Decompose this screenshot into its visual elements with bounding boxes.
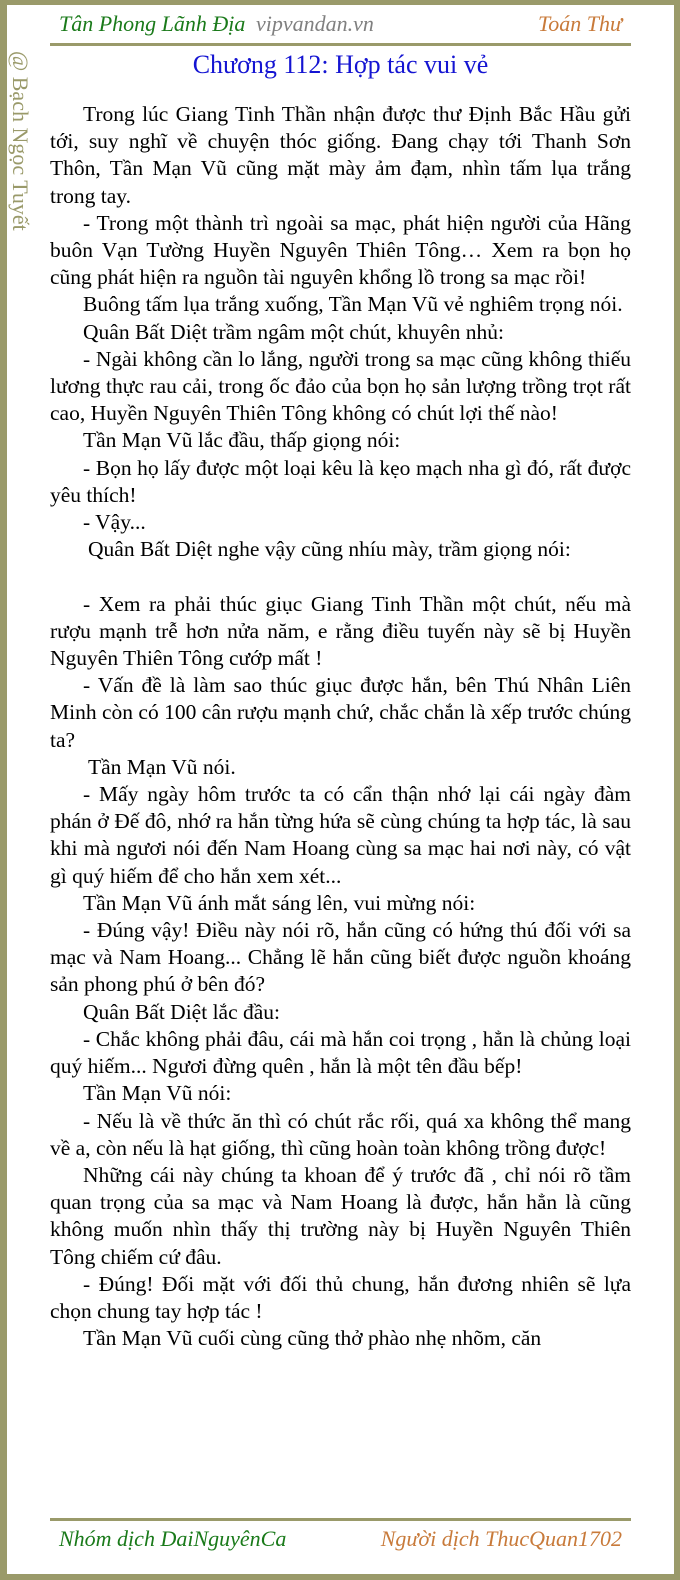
translation-group: Nhóm dịch DaiNguyênCa: [59, 1526, 287, 1551]
paragraph: - Mấy ngày hôm trước ta có cẩn thận nhớ lại cái ngày đàm phán ở Đế đô, nhớ ra hắn từng hứa sẽ cùng chúng ta hợp tác, là sau khi mà ngươi nói đến Nam Hoang cùng sa mạc hai nơi này, có vật gì quý hiếm để cho hắn xem xét...: [50, 782, 631, 888]
header: [51, 5, 630, 43]
footer-divider: [50, 1518, 631, 1521]
watermark: [8, 51, 33, 271]
page: [7, 5, 674, 1574]
paragraph: - Bọn họ lấy được một loại kêu là kẹo mạch nha gì đó, rất được yêu thích!: [50, 455, 631, 507]
chapter-title: Chương 112: Hợp tác vui vẻ: [192, 50, 489, 79]
paragraph: - Chắc không phải đâu, cái mà hắn coi trọng , hẳn là chủng loại quý hiếm... Ngươi đừng quên , hắn là một tên đầu bếp!: [50, 1026, 631, 1079]
paragraph: - Đúng! Đối mặt với đối thủ chung, hắn đương nhiên sẽ lựa chọn chung tay hợp tác !: [50, 1271, 631, 1323]
paragraph: Tần Mạn Vũ nói.: [88, 754, 236, 779]
paragraph: Quân Bất Diệt nghe vậy cũng nhíu mày, trầm giọng nói:: [88, 537, 571, 562]
paragraph: - Vậy...: [83, 510, 146, 535]
paragraph: Buông tấm lụa trắng xuống, Tần Mạn Vũ vẻ nghiêm trọng nói.: [83, 292, 623, 317]
paragraph: Những cái này chúng ta khoan để ý trước đã , chỉ nói rõ tầm quan trọng của sa mạc và Nam Hoang là được, hắn hẳn là cũng không muốn nhìn thấy thị trường này bị Huyền Nguyên Thiên Tông chiếm cứ đâu.: [50, 1162, 631, 1269]
paragraph: - Trong một thành trì ngoài sa mạc, phát hiện người của Hãng buôn Vạn Tường Huyền Nguyên Thiên Tông… Xem ra bọn họ cũng phát hiện ra nguồn tài nguyên khổng lồ trong sa mạc rồi!: [50, 210, 631, 290]
paragraph: - Ngài không cần lo lắng, người trong sa mạc cũng không thiếu lương thực rau cải, trong ốc đảo của bọn họ sản lượng trồng trọt rất cao, Huyền Nguyên Thiên Tông không có chút lợi thế nào!: [50, 346, 631, 426]
blank-line: [50, 563, 631, 590]
watermark-text: @ Bạch Ngọc Tuyết: [8, 51, 33, 231]
translator: Người dịch ThucQuan1702: [380, 1526, 622, 1551]
paragraph: Trong lúc Giang Tinh Thần nhận được thư Định Bắc Hầu gửi tới, suy nghĩ về chuyện thóc giống. Đang chạy tới Thanh Sơn Thôn, Tần Mạn Vũ cũng mặt mày ảm đạm, nhìn tấm lụa trắng trong tay.: [50, 102, 631, 208]
site-url: vipvandan.vn: [256, 11, 374, 36]
genre-label: Toán Thư: [538, 11, 622, 36]
paragraph: - Đúng vậy! Điều này nói rõ, hắn cũng có hứng thú đối với sa mạc và Nam Hoang... Chẳng lẽ hắn cũng biết được nguồn khoáng sản phong phú ở bên đó?: [50, 918, 631, 997]
paragraph: Tần Mạn Vũ cuối cùng cũng thở phào nhẹ nhõm, căn: [83, 1326, 542, 1351]
header-divider: [50, 43, 631, 46]
paragraph: Quân Bất Diệt trầm ngâm một chút, khuyên nhủ:: [83, 319, 504, 344]
site-name: Tân Phong Lãnh Địa: [59, 11, 246, 36]
paragraph: - Nếu là về thức ăn thì có chút rắc rối, quá xa không thể mang về a, còn nếu là hạt giống, thì cũng hoàn toàn không trồng được!: [50, 1108, 631, 1160]
paragraph: Quân Bất Diệt lắc đầu:: [83, 999, 281, 1024]
paragraph: - Vấn đề là làm sao thúc giục được hắn, bên Thú Nhân Liên Minh còn có 100 cân rượu mạnh chứ, chắc chắn là xếp trước chúng ta?: [50, 673, 631, 752]
paragraph: Tần Mạn Vũ nói:: [83, 1081, 232, 1106]
paragraph: Tần Mạn Vũ lắc đầu, thấp giọng nói:: [83, 428, 401, 453]
paragraph: - Xem ra phải thúc giục Giang Tinh Thần một chút, nếu mà rượu mạnh trễ hơn nửa năm, e rằng điều tuyến này sẽ bị Huyền Nguyên Thiên Tông cướp mất !: [50, 591, 631, 671]
chapter-content: [50, 101, 631, 1352]
paragraph: Tần Mạn Vũ ánh mắt sáng lên, vui mừng nói:: [83, 890, 476, 915]
